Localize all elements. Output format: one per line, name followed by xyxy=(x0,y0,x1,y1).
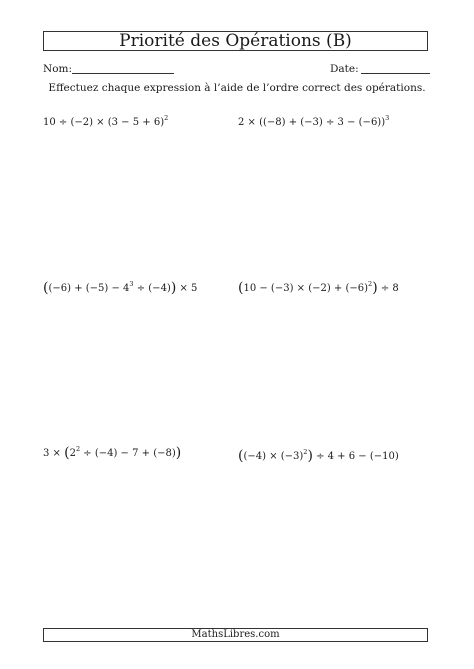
problem-5-base: 2 xyxy=(69,448,76,459)
name-label: Nom: xyxy=(43,63,73,75)
problem-4-expression: 10 − (−3) × (−2) + (−6) xyxy=(243,283,369,294)
problem-2 xyxy=(238,114,390,128)
page-title: Priorité des Opérations (B) xyxy=(119,30,352,51)
problem-6-expression: (−4) × (−3) xyxy=(243,451,304,462)
problem-5-exponent: 2 xyxy=(75,445,81,453)
problem-3-expression: (−6) + (−5) − 4 xyxy=(48,283,130,294)
instructions: Effectuez chaque expression à l’aide de l’ordre correct des opérations. xyxy=(48,82,426,94)
problem-3-divisor: ÷ (−4) xyxy=(133,283,171,294)
footer xyxy=(43,628,428,642)
problem-4-open-paren: ( xyxy=(238,280,244,296)
problem-4-divisor: ÷ 8 xyxy=(377,283,399,294)
problem-6 xyxy=(238,449,399,464)
problem-3 xyxy=(43,281,197,296)
problem-5 xyxy=(43,446,181,461)
problem-4-exponent: 2 xyxy=(368,280,373,288)
problem-2-exponent: 3 xyxy=(385,114,390,122)
date-line xyxy=(361,73,430,74)
problem-3-multiplier: × 5 xyxy=(176,283,198,294)
problem-5-expression: ÷ (−4) − 7 + (−8) xyxy=(80,448,176,459)
problem-5-close-paren: ) xyxy=(175,445,182,461)
problem-3-open-paren: ( xyxy=(43,280,49,296)
name-line xyxy=(72,73,174,74)
problem-4 xyxy=(238,281,399,296)
problem-5-multiplier: 3 × xyxy=(43,448,65,459)
problem-4-close-paren: ) xyxy=(372,280,378,296)
problem-6-open-paren: ( xyxy=(238,448,244,464)
problem-6-close-paren: ) xyxy=(307,448,313,464)
problem-5-open-paren: ( xyxy=(64,445,70,461)
problem-1-exponent: 2 xyxy=(164,114,169,122)
worksheet-title xyxy=(43,31,428,51)
problem-6-exponent: 2 xyxy=(303,448,308,456)
problem-2-expression: 2 × ((−8) + (−3) ÷ 3 − (−6)) xyxy=(238,117,386,128)
problem-3-exponent: 3 xyxy=(129,280,134,288)
problem-1 xyxy=(43,114,169,128)
problem-1-expression: 10 ÷ (−2) × (3 − 5 + 6) xyxy=(43,117,165,128)
problem-6-remainder: ÷ 4 + 6 − (−10) xyxy=(312,451,399,462)
footer-site: MathsLibres.com xyxy=(191,629,280,640)
date-label: Date: xyxy=(330,63,359,75)
problem-3-close-paren: ) xyxy=(170,280,177,296)
